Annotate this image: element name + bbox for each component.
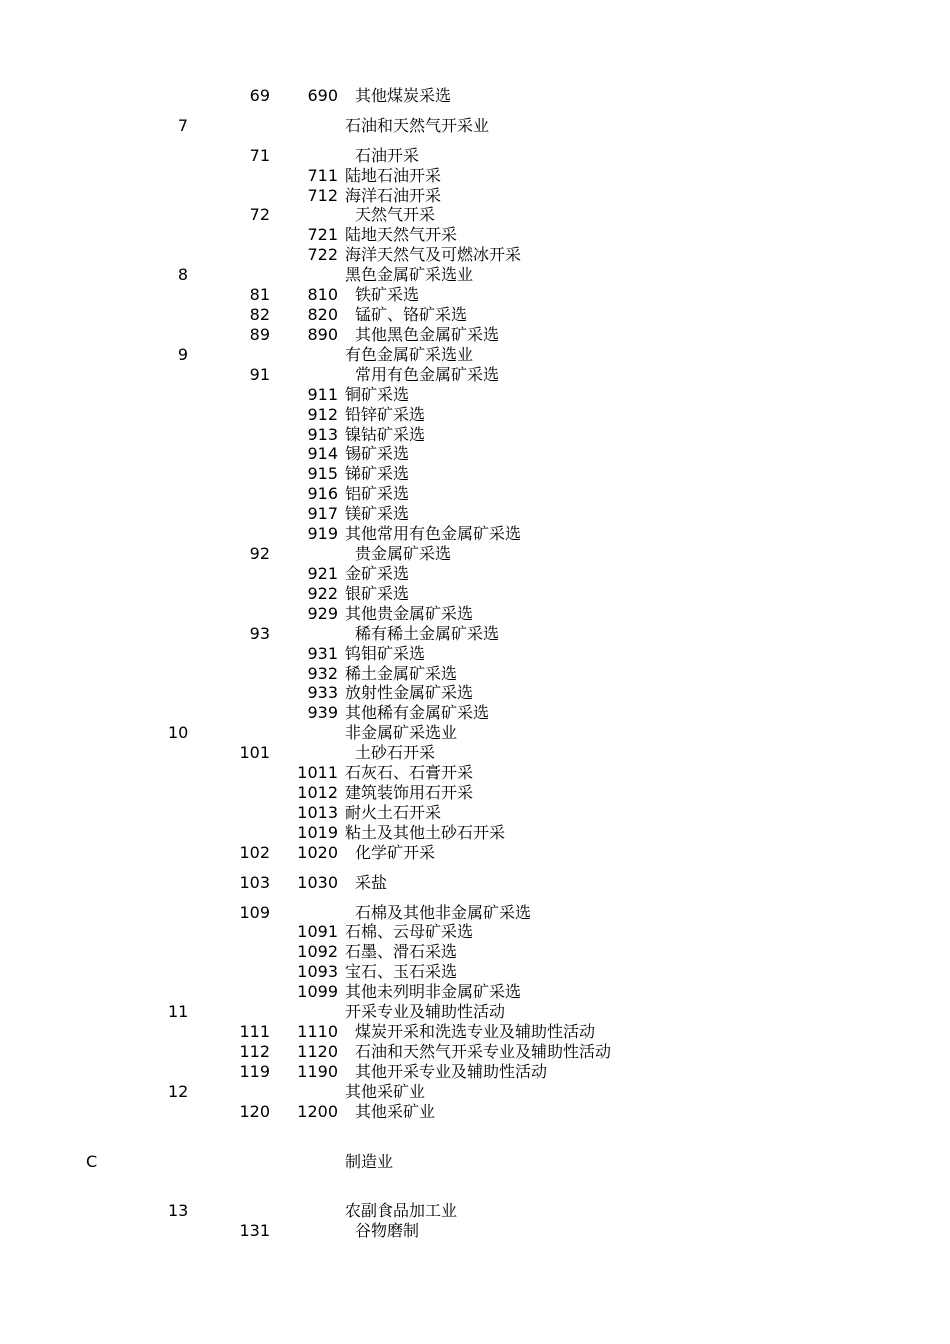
class-code: 722 xyxy=(307,245,338,264)
class-code: 711 xyxy=(307,166,338,185)
table-row xyxy=(0,743,950,763)
category-name: 宝石、玉石采选 xyxy=(345,962,458,981)
category-name: 铜矿采选 xyxy=(345,385,410,404)
division-code: 12 xyxy=(168,1082,189,1101)
category-name: 银矿采选 xyxy=(345,584,410,603)
category-name: 贵金属矿采选 xyxy=(355,544,452,563)
category-name: 土砂石开采 xyxy=(355,743,436,762)
class-code: 922 xyxy=(307,584,338,603)
table-row xyxy=(0,86,950,106)
group-code: 109 xyxy=(239,903,270,922)
table-row xyxy=(0,405,950,425)
class-code: 690 xyxy=(307,86,338,105)
category-name: 海洋天然气及可燃冰开采 xyxy=(345,245,522,264)
table-row xyxy=(0,723,950,743)
category-name: 其他未列明非金属矿采选 xyxy=(345,982,522,1001)
class-code: 810 xyxy=(307,285,338,304)
group-code: 101 xyxy=(239,743,270,762)
class-code: 921 xyxy=(307,564,338,583)
table-row xyxy=(0,942,950,962)
table-row xyxy=(0,365,950,385)
category-name: 石棉及其他非金属矿采选 xyxy=(355,903,532,922)
category-name: 化学矿开采 xyxy=(355,843,436,862)
table-row xyxy=(0,1002,950,1022)
category-name: 天然气开采 xyxy=(355,205,436,224)
category-name: 陆地天然气开采 xyxy=(345,225,458,244)
table-row xyxy=(0,564,950,584)
table-row xyxy=(0,444,950,464)
table-row xyxy=(0,116,950,136)
class-code: 1092 xyxy=(297,942,338,961)
class-code: 1093 xyxy=(297,962,338,981)
table-row xyxy=(0,664,950,684)
table-row xyxy=(0,584,950,604)
class-code: 721 xyxy=(307,225,338,244)
class-code: 919 xyxy=(307,524,338,543)
table-row xyxy=(0,385,950,405)
category-name: 锰矿、铬矿采选 xyxy=(355,305,468,324)
class-code: 1110 xyxy=(297,1022,338,1041)
table-row xyxy=(0,644,950,664)
table-row xyxy=(0,524,950,544)
table-row xyxy=(0,146,950,166)
category-name: 制造业 xyxy=(345,1152,394,1171)
category-name: 稀土金属矿采选 xyxy=(345,664,458,683)
class-code: 820 xyxy=(307,305,338,324)
table-row xyxy=(0,265,950,285)
category-name: 建筑装饰用石开采 xyxy=(345,783,474,802)
table-row xyxy=(0,624,950,644)
class-code: 912 xyxy=(307,405,338,424)
table-row xyxy=(0,1022,950,1042)
class-code: 933 xyxy=(307,683,338,702)
class-code: 917 xyxy=(307,504,338,523)
group-code: 69 xyxy=(249,86,270,105)
category-name: 其他煤炭采选 xyxy=(355,86,452,105)
class-code: 913 xyxy=(307,425,338,444)
category-name: 其他常用有色金属矿采选 xyxy=(345,524,522,543)
class-code: 929 xyxy=(307,604,338,623)
category-name: 金矿采选 xyxy=(345,564,410,583)
category-name: 其他黑色金属矿采选 xyxy=(355,325,500,344)
table-row xyxy=(0,1102,950,1122)
table-row xyxy=(0,345,950,365)
table-row xyxy=(0,783,950,803)
group-code: 71 xyxy=(249,146,270,165)
group-code: 81 xyxy=(249,285,270,304)
table-row xyxy=(0,683,950,703)
class-code: 1030 xyxy=(297,873,338,892)
table-row xyxy=(0,544,950,564)
category-name: 石墨、滑石采选 xyxy=(345,942,458,961)
category-name: 镍钴矿采选 xyxy=(345,425,426,444)
class-code: 931 xyxy=(307,644,338,663)
category-name: 陆地石油开采 xyxy=(345,166,442,185)
table-row xyxy=(0,604,950,624)
group-code: 131 xyxy=(239,1221,270,1240)
group-code: 103 xyxy=(239,873,270,892)
category-name: 稀有稀土金属矿采选 xyxy=(355,624,500,643)
group-code: 72 xyxy=(249,205,270,224)
table-row xyxy=(0,186,950,206)
class-code: 932 xyxy=(307,664,338,683)
class-code: 1120 xyxy=(297,1042,338,1061)
category-name: 铅锌矿采选 xyxy=(345,405,426,424)
table-row xyxy=(0,425,950,445)
class-code: 911 xyxy=(307,385,338,404)
group-code: 102 xyxy=(239,843,270,862)
table-row xyxy=(0,1152,950,1172)
class-code: 914 xyxy=(307,444,338,463)
table-row xyxy=(0,225,950,245)
group-code: 92 xyxy=(249,544,270,563)
table-row xyxy=(0,1062,950,1082)
group-code: 82 xyxy=(249,305,270,324)
division-code: 8 xyxy=(177,265,188,284)
group-code: 89 xyxy=(249,325,270,344)
group-code: 111 xyxy=(239,1022,270,1041)
division-code: 7 xyxy=(177,116,188,135)
category-name: 非金属矿采选业 xyxy=(345,723,458,742)
category-name: 石油和天然气开采业 xyxy=(345,116,490,135)
category-name: 常用有色金属矿采选 xyxy=(355,365,500,384)
class-code: 1091 xyxy=(297,922,338,941)
table-row xyxy=(0,205,950,225)
category-name: 谷物磨制 xyxy=(355,1221,420,1240)
table-row xyxy=(0,504,950,524)
category-name: 农副食品加工业 xyxy=(345,1201,458,1220)
class-code: 1020 xyxy=(297,843,338,862)
class-code: 1099 xyxy=(297,982,338,1001)
category-name: 海洋石油开采 xyxy=(345,186,442,205)
table-row xyxy=(0,1082,950,1102)
division-code: 9 xyxy=(177,345,188,364)
table-row xyxy=(0,703,950,723)
table-row xyxy=(0,823,950,843)
category-name: 其他稀有金属矿采选 xyxy=(345,703,490,722)
class-code: 939 xyxy=(307,703,338,722)
table-row xyxy=(0,763,950,783)
table-row xyxy=(0,843,950,863)
class-code: 890 xyxy=(307,325,338,344)
category-name: 粘土及其他土砂石开采 xyxy=(345,823,506,842)
table-row xyxy=(0,982,950,1002)
group-code: 120 xyxy=(239,1102,270,1121)
category-name: 放射性金属矿采选 xyxy=(345,683,474,702)
category-name: 有色金属矿采选业 xyxy=(345,345,474,364)
section-code: C xyxy=(86,1152,98,1171)
table-row xyxy=(0,1221,950,1241)
class-code: 1011 xyxy=(297,763,338,782)
class-code: 1190 xyxy=(297,1062,338,1081)
category-name: 采盐 xyxy=(355,873,388,892)
group-code: 93 xyxy=(249,624,270,643)
category-name: 煤炭开采和洗选专业及辅助性活动 xyxy=(355,1022,596,1041)
table-row xyxy=(0,903,950,923)
table-row xyxy=(0,305,950,325)
category-name: 铁矿采选 xyxy=(355,285,420,304)
category-name: 锡矿采选 xyxy=(345,444,410,463)
category-name: 其他贵金属矿采选 xyxy=(345,604,474,623)
table-row xyxy=(0,484,950,504)
group-code: 91 xyxy=(249,365,270,384)
table-row xyxy=(0,464,950,484)
class-code: 712 xyxy=(307,186,338,205)
category-name: 其他采矿业 xyxy=(355,1102,436,1121)
group-code: 119 xyxy=(239,1062,270,1081)
class-code: 1012 xyxy=(297,783,338,802)
table-row xyxy=(0,1201,950,1221)
category-name: 其他采矿业 xyxy=(345,1082,426,1101)
category-name: 钨钼矿采选 xyxy=(345,644,426,663)
table-row xyxy=(0,1042,950,1062)
table-row xyxy=(0,325,950,345)
division-code: 10 xyxy=(168,723,189,742)
class-code: 1013 xyxy=(297,803,338,822)
category-name: 镁矿采选 xyxy=(345,504,410,523)
category-name: 石油和天然气开采专业及辅助性活动 xyxy=(355,1042,612,1061)
table-row xyxy=(0,285,950,305)
category-name: 石灰石、石膏开采 xyxy=(345,763,474,782)
table-row xyxy=(0,803,950,823)
category-name: 锑矿采选 xyxy=(345,464,410,483)
table-row xyxy=(0,245,950,265)
category-name: 其他开采专业及辅助性活动 xyxy=(355,1062,548,1081)
table-row xyxy=(0,166,950,186)
division-code: 11 xyxy=(168,1002,189,1021)
table-row xyxy=(0,962,950,982)
category-name: 石棉、云母矿采选 xyxy=(345,922,474,941)
category-name: 开采专业及辅助性活动 xyxy=(345,1002,506,1021)
group-code: 112 xyxy=(239,1042,270,1061)
category-name: 耐火土石开采 xyxy=(345,803,442,822)
category-name: 石油开采 xyxy=(355,146,420,165)
division-code: 13 xyxy=(168,1201,189,1220)
table-row xyxy=(0,922,950,942)
category-name: 铝矿采选 xyxy=(345,484,410,503)
class-code: 915 xyxy=(307,464,338,483)
table-row xyxy=(0,873,950,893)
class-code: 1019 xyxy=(297,823,338,842)
category-name: 黑色金属矿采选业 xyxy=(345,265,474,284)
class-code: 1200 xyxy=(297,1102,338,1121)
class-code: 916 xyxy=(307,484,338,503)
